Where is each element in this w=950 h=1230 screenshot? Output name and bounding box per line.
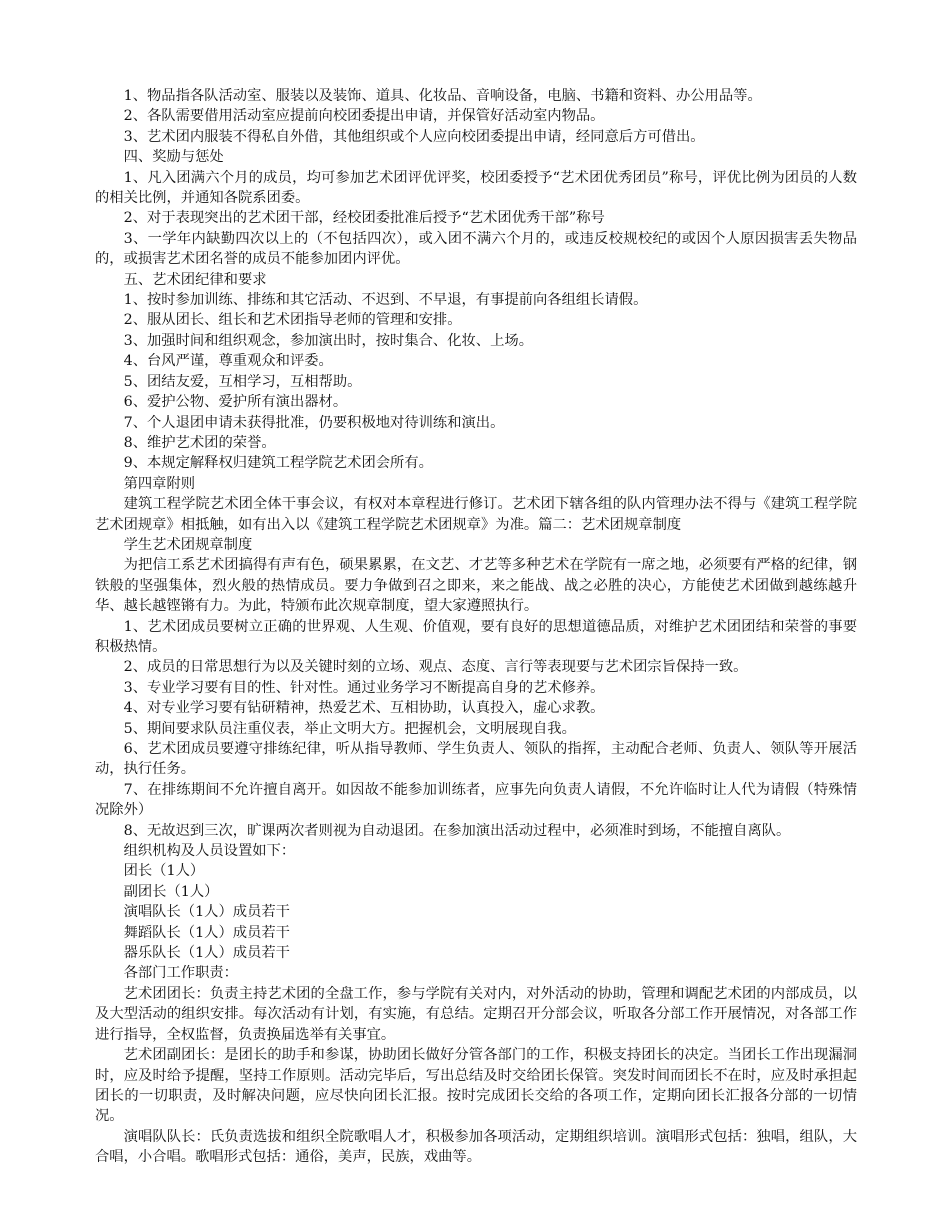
- document-paragraph: 副团长（1人）: [123, 883, 219, 900]
- document-paragraph: 团长（1人）: [123, 863, 205, 880]
- document-paragraph: 艺术团副团长：是团长的助手和参谋，协助团长做好分管各部门的工作，积极支持团长的决定。当团长工作出现漏洞时，应及时给予提醒，坚持工作原则。活动完毕后，写出总结及时交给团长保管。突发时间而团长不在时，应及时承担起团长的一切职责，及时解决问题，应尽快向团长汇报。按时完成团长交给的各项工作，定期向团长汇报各分部的一切情况。: [95, 1047, 857, 1125]
- document-paragraph: 3、专业学习要有目的性、针对性。通过业务学习不断提高自身的艺术修养。: [123, 679, 605, 696]
- document-paragraph: 建筑工程学院艺术团全体干事会议，有权对本章程进行修订。艺术团下辖各组的队内管理办法不得与《建筑工程学院艺术团规章》相抵触，如有出入以《建筑工程学院艺术团规章》为准。篇二：艺术团规章制度: [95, 496, 857, 533]
- document-paragraph: 3、艺术团内服装不得私自外借，其他组织或个人应向校团委提出申请，经同意后方可借出。: [123, 128, 705, 145]
- document-paragraph: 5、期间要求队员注重仪表，举止文明大方。把握机会，文明展现自我。: [123, 720, 576, 737]
- document-paragraph: 8、无故迟到三次，旷课两次者则视为自动退团。在参加演出活动过程中，必须准时到场，不能擅自离队。: [123, 822, 791, 839]
- document-paragraph: 8、维护艺术团的荣誉。: [123, 434, 276, 451]
- document-paragraph: 5、团结友爱，互相学习，互相帮助。: [123, 373, 362, 390]
- document-paragraph: 3、一学年内缺勤四次以上的（不包括四次），或入团不满六个月的，或违反校规校纪的或因个人原因损害丢失物品的，或损害艺术团名誉的成员不能参加团内评优。: [95, 230, 857, 268]
- document-paragraph: 6、艺术团成员要遵守排练纪律，听从指导教师、学生负责人、领队的指挥，主动配合老师、负责人、领队等开展活动，执行任务。: [95, 741, 857, 778]
- document-paragraph: 1、物品指各队活动室、服装以及装饰、道具、化妆品、音响设备，电脑、书籍和资料、办公用品等。: [123, 88, 762, 104]
- document-paragraph: 2、各队需要借用活动室应提前向校团委提出申请，并保管好活动室内物品。: [123, 108, 605, 125]
- document-paragraph: 2、成员的日常思想行为以及关键时刻的立场、观点、态度、言行等表现要与艺术团宗旨保持一致。: [123, 659, 748, 676]
- document-paragraph: 四、奖励与惩处: [123, 149, 224, 166]
- document-paragraph: 9、本规定解释权归建筑工程学院艺术团会所有。: [123, 455, 433, 472]
- document-body: [95, 86, 857, 1168]
- document-paragraph: 五、艺术团纪律和要求: [123, 271, 267, 288]
- document-paragraph: 1、按时参加训练、排练和其它活动、不迟到、不早退，有事提前向各组组长请假。: [123, 292, 648, 309]
- document-paragraph: 2、服从团长、组长和艺术团指导老师的管理和安排。: [123, 312, 462, 329]
- document-paragraph: 舞蹈队长（1人）成员若干: [123, 924, 290, 941]
- document-paragraph: 艺术团团长：负责主持艺术团的全盘工作，参与学院有关对内，对外活动的协助，管理和调配艺术团的内部成员，以及大型活动的组织安排。每次活动有计划，有实施，有总结。定期召开分部会议，听取各分部工作开展情况，对各部工作进行指导，全权监督，负责换届选举有关事宜。: [95, 985, 857, 1043]
- document-paragraph: 演唱队长（1人）成员若干: [123, 904, 290, 921]
- document-paragraph: 器乐队长（1人）成员若干: [123, 945, 290, 962]
- document-paragraph: 6、爱护公物、爱护所有演出器材。: [123, 394, 348, 411]
- document-paragraph: 组织机构及人员设置如下：: [123, 843, 296, 860]
- document-paragraph: 2、对于表现突出的艺术团干部，经校团委批准后授予“艺术团优秀干部”称号: [123, 210, 605, 227]
- document-paragraph: 4、对专业学习要有钻研精神，热爱艺术、互相协助，认真投入，虚心求教。: [123, 700, 605, 717]
- document-paragraph: 学生艺术团规章制度: [123, 536, 253, 553]
- document-paragraph: 为把信工系艺术团搞得有声有色，硕果累累，在文艺、才艺等多种艺术在学院有一席之地，必须要有严格的纪律，钢铁般的坚强集体，烈火般的热情成员。要力争做到召之即来，来之能战、战之必胜的决心，方能使艺术团做到越练越升华、越长越铿锵有力。为此，特颁布此次规章制度，望大家遵照执行。: [95, 557, 857, 615]
- document-paragraph: 第四章附则: [123, 475, 196, 492]
- document-paragraph: 7、个人退团申请未获得批准，仍要积极地对待训练和演出。: [123, 414, 505, 431]
- document-paragraph: 3、加强时间和组织观念，参加演出时，按时集合、化妆、上场。: [123, 332, 533, 349]
- document-paragraph: 1、艺术团成员要树立正确的世界观、人生观、价值观，要有良好的思想道德品质，对维护艺术团团结和荣誉的事要积极热情。: [95, 618, 857, 655]
- document-paragraph: 各部门工作职责：: [123, 965, 238, 982]
- document-paragraph: 4、台风严谨，尊重观众和评委。: [123, 353, 333, 370]
- document-paragraph: 1、凡入团满六个月的成员，均可参加艺术团评优评奖，校团委授予“艺术团优秀团员”称号，评优比例为团员的人数的相关比例，并通知各院系团委。: [95, 169, 857, 207]
- document-paragraph: 7、在排练期间不允许擅自离开。如因故不能参加训练者，应事先向负责人请假，不允许临时让人代为请假（特殊情况除外）: [95, 781, 857, 819]
- document-paragraph: 演唱队队长：氏负责选拔和组织全院歌唱人才，积极参加各项活动，定期组织培训。演唱形式包括：独唱，组队，大合唱，小合唱。歌唱形式包括：通俗，美声，民族，戏曲等。: [95, 1128, 857, 1166]
